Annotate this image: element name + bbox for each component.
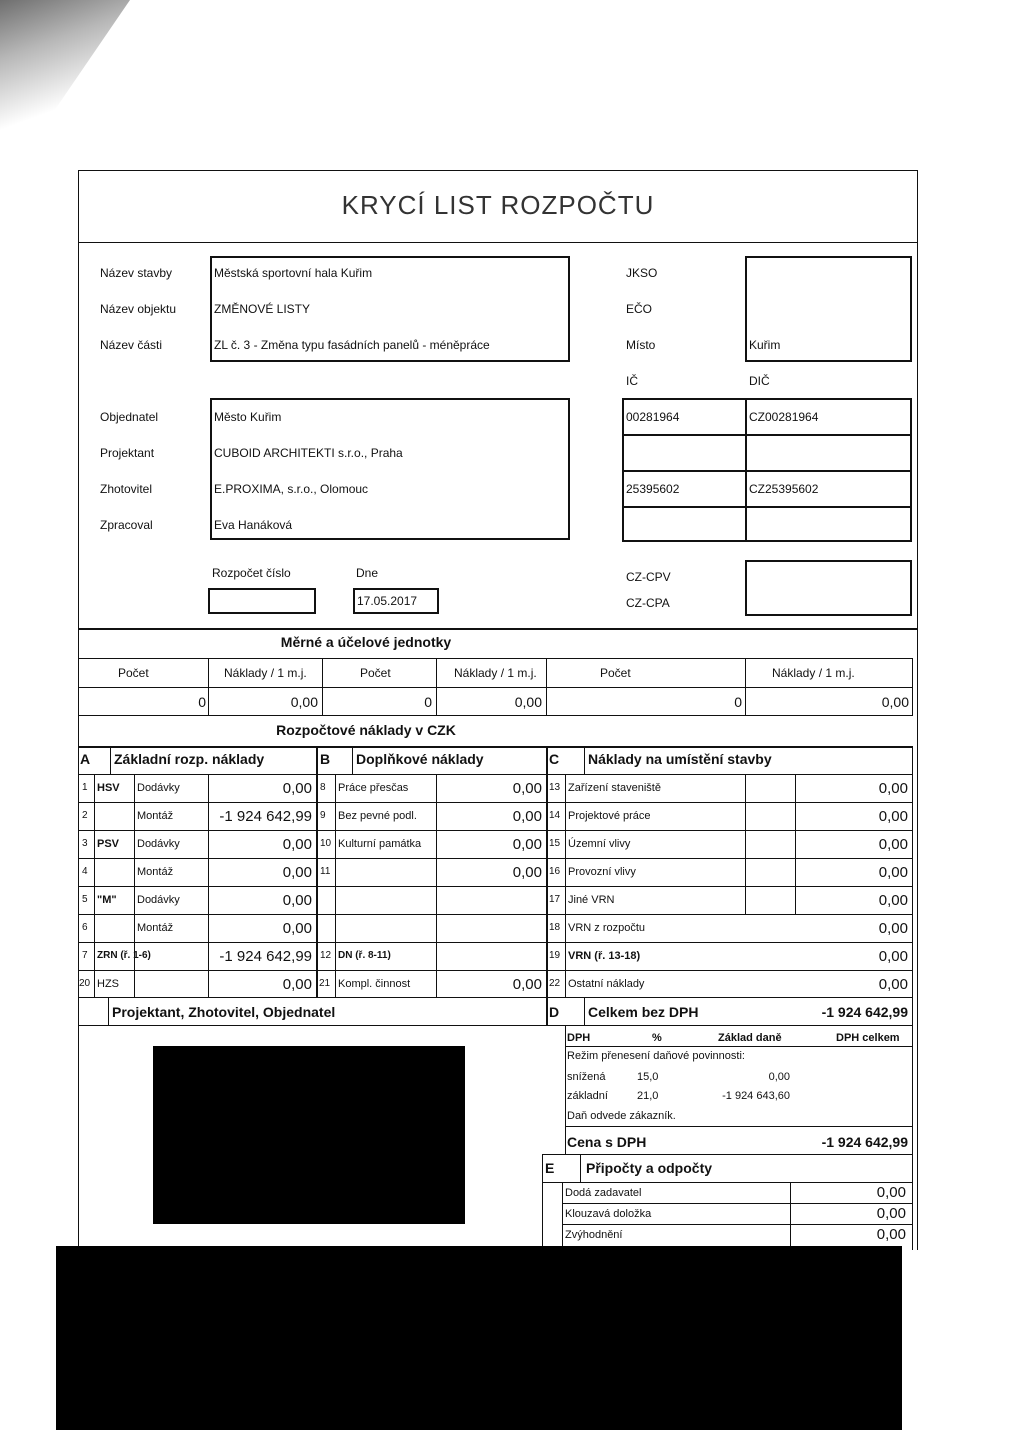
c-row-value: 0,00 [878,836,908,853]
costs-header-line [78,774,913,775]
e-row-label: Klouzavá doložka [565,1208,652,1220]
label-jkso: JKSO [626,266,658,280]
b-row-value: 0,00 [512,836,542,853]
sign-section-title: Projektant, Zhotovitel, Objednatel [112,1004,336,1020]
dph-header-line [565,1046,913,1047]
units-v1: 0 [198,694,206,710]
dph-odvede: Daň odvede zákazník. [567,1110,676,1122]
units-title: Měrné a účelové jednotky [280,634,452,650]
b-kompl-label: Kompl. činnost [338,978,411,990]
b-kompl-number: 21 [319,978,331,989]
dph-h-pct: % [652,1032,662,1044]
section-a-title: Základní rozp. náklady [114,751,265,767]
name-zhotovitel: E.PROXIMA, s.r.o., Olomouc [214,482,369,496]
c-row-number: 15 [549,838,561,849]
cost-row-line [78,942,913,943]
label-dne: Dne [356,566,379,580]
b-row-number: 11 [320,866,331,877]
units-v6: 0,00 [881,694,909,710]
a-row-type: Dodávky [137,838,180,850]
a-row-type: Montáž [137,866,174,878]
b-row-value: 0,00 [512,780,542,797]
b-row-label: Bez pevné podl. [338,810,417,822]
cost-row-line [78,802,913,803]
units-v2: 0,00 [290,694,318,710]
a-row-category: "M" [97,894,117,906]
c-row-value: 0,00 [878,976,908,993]
title-divider [78,242,918,243]
label-projektant: Projektant [100,446,155,460]
b-row-value: 0,00 [512,864,542,881]
a-row-value: 0,00 [282,836,312,853]
label-nazev-stavby: Název stavby [100,266,173,280]
units-hline [78,687,913,688]
units-h-pocet-2: Počet [360,666,391,680]
e-row-value: 0,00 [876,1205,906,1222]
a-zrn-value: -1 924 642,99 [219,948,312,965]
costs-title: Rozpočtové náklady v CZK [276,722,456,738]
label-rozpocet-cislo: Rozpočet číslo [212,566,291,580]
b-kompl-value: 0,00 [512,976,542,993]
dph-h-dph: DPH [567,1032,591,1044]
a-row-value: 0,00 [282,780,312,797]
a-row-category: PSV [97,838,120,850]
a-b-vline [316,746,318,998]
name-zpracoval: Eva Hanáková [214,518,293,532]
c-row-number: 14 [549,810,561,821]
e-row-label: Zvýhodnění [565,1229,623,1241]
b-row-number: 9 [320,810,326,821]
units-v5: 0 [734,694,742,710]
dph-h-zaklad: Základ daně [718,1032,782,1044]
a-row-value: 0,00 [282,920,312,937]
units-vline-4 [546,658,547,716]
e-row-line [562,1224,913,1225]
units-h-naklady-3: Náklady / 1 m.j. [772,666,855,680]
page-title: KRYCÍ LIST ROZPOČTU [341,190,655,220]
c-row-label: Zařízení staveniště [568,782,661,794]
a-row-value: -1 924 642,99 [219,808,312,825]
cost-row-line [78,886,913,887]
label-objednatel: Objednatel [100,410,159,424]
c-row-label: VRN z rozpočtu [568,922,646,934]
label-ic: IČ [626,374,638,388]
dph-snizena-zaklad: 0,00 [768,1071,790,1083]
c-row-label: Projektové práce [568,810,651,822]
celkem-bez-dph-value: -1 924 642,99 [821,1004,908,1020]
c-row-value: 0,00 [878,808,908,825]
units-vline-1 [208,658,209,716]
cost-row-line [78,970,913,971]
a-row-number: 1 [82,782,88,793]
dph-h-celkem: DPH celkem [836,1032,900,1044]
value-nazev-casti: ZL č. 3 - Změna typu fasádních panelů - méněpráce [214,338,490,352]
cost-row-line [78,830,913,831]
a-row-type: Dodávky [137,782,180,794]
c-row-number: 13 [549,782,561,793]
c-mid-vline [745,774,746,914]
b-row-label: Práce přesčas [338,782,409,794]
b-c-vline [546,746,548,998]
label-nazev-objektu: Název objektu [100,302,177,316]
units-h-naklady-1: Náklady / 1 m.j. [224,666,307,680]
c-header-divider [584,746,585,774]
cena-s-dph-label: Cena s DPH [567,1134,647,1150]
a-row-number: 5 [82,894,88,905]
c-row-label: Ostatní náklady [568,978,645,990]
a-hzs-number: 20 [79,978,91,989]
section-d-letter: D [549,1004,560,1020]
dph-odvede-line [565,1126,913,1127]
a-hzs-label: HZS [97,978,119,990]
units-h-naklady-2: Náklady / 1 m.j. [454,666,537,680]
ic-dic-hline-3 [622,506,912,508]
c-row-value: 0,00 [878,780,908,797]
a-hzs-value: 0,00 [282,976,312,993]
label-eco: EČO [626,302,653,316]
c-row-value: 0,00 [878,948,908,965]
ic-zhotovitel: 25395602 [626,482,680,496]
units-vline-2 [322,658,323,716]
c-row-value: 0,00 [878,920,908,937]
b-row-label: Kulturní památka [338,838,422,850]
d-title-divider [584,998,585,1026]
a-row-value: 0,00 [282,864,312,881]
dic-zhotovitel: CZ25395602 [749,482,819,496]
section-d-title: Celkem bez DPH [588,1004,699,1020]
units-v3: 0 [424,694,432,710]
section-e-title: Připočty a odpočty [586,1160,713,1176]
c-row-value: 0,00 [878,892,908,909]
ic-objednatel: 00281964 [626,410,680,424]
label-cz-cpv: CZ-CPV [626,570,671,584]
a-row-number: 2 [82,810,88,821]
section-a-letter: A [80,751,91,767]
c-row-number: 22 [549,978,561,989]
b-row-value: 0,00 [512,808,542,825]
a-header-divider [110,746,111,774]
a-row-value: 0,00 [282,892,312,909]
label-nazev-casti: Název části [100,338,163,352]
a-row-type: Montáž [137,810,174,822]
ic-dic-hline-2 [622,470,912,472]
e-row-line [562,1203,913,1204]
dph-zakladni: základní [567,1090,608,1102]
c-row-number: 19 [549,950,561,961]
e-row-label: Dodá zadavatel [565,1187,642,1199]
a-row-number: 4 [82,866,88,877]
e-header-line [542,1182,913,1183]
sign-title-divider [108,998,109,1026]
dic-objednatel: CZ00281964 [749,410,819,424]
rozpocet-cislo-box [208,588,316,614]
a-row-number: 3 [82,838,88,849]
c-val-vline [795,774,796,914]
section-c-letter: C [549,751,560,767]
c-row-number: 16 [549,866,561,877]
b-row-number: 8 [320,782,326,793]
units-top-border [78,628,918,630]
c-row-value: 0,00 [878,864,908,881]
e-label-vline [562,1182,563,1250]
value-dne: 17.05.2017 [357,594,418,608]
label-cz-cpa: CZ-CPA [626,596,670,610]
label-zpracoval: Zpracoval [100,518,153,532]
b-header-divider [352,746,353,774]
bottom-redaction [56,1246,902,1430]
label-misto: Místo [626,338,656,352]
c-row-label: Jiné VRN [568,894,615,906]
section-e-letter: E [545,1160,555,1176]
ic-dic-hline-1 [622,434,912,436]
units-h-pocet-3: Počet [600,666,631,680]
e-val-vline [790,1182,791,1250]
dph-zakladni-zaklad: -1 924 643,60 [722,1090,790,1102]
c-row-label: VRN (ř. 13-18) [568,950,641,962]
value-nazev-objektu: ZMĚNOVÉ LISTY [214,302,311,316]
units-v4: 0,00 [514,694,542,710]
name-projektant: CUBOID ARCHITEKTI s.r.o., Praha [214,446,403,460]
b-row-number: 10 [320,838,332,849]
b-dn-number: 12 [320,950,332,961]
e-row-value: 0,00 [876,1184,906,1201]
dph-snizena: snížená [567,1071,606,1083]
units-h-pocet-1: Počet [118,666,149,680]
c-row-label: Provozní vlivy [568,866,636,878]
a-zrn-label: ZRN (ř. 1-6) [97,950,151,961]
signature-redaction [153,1046,465,1224]
a-zrn-number: 7 [82,950,88,961]
a-row-number: 6 [82,922,88,933]
e-row-value: 0,00 [876,1226,906,1243]
dph-snizena-pct: 15,0 [637,1071,659,1083]
c-row-number: 18 [549,922,561,933]
c-row-number: 17 [549,894,561,905]
value-nazev-stavby: Městská sportovní hala Kuřim [214,266,373,280]
cost-row-line [78,914,913,915]
dph-zakladni-pct: 21,0 [637,1090,659,1102]
a-row-category: HSV [97,782,120,794]
b-dn-label: DN (ř. 8-11) [338,950,391,961]
e-title-divider [580,1154,581,1182]
section-b-letter: B [320,751,331,767]
label-dic: DIČ [749,374,770,388]
name-objednatel: Město Kuřim [214,410,282,424]
units-vline-3 [436,658,437,716]
units-vline-5 [745,658,746,716]
cena-s-dph-value: -1 924 642,99 [821,1134,908,1150]
a-row-type: Montáž [137,922,174,934]
scan-corner-shadow [0,0,130,190]
label-zhotovitel: Zhotovitel [100,482,153,496]
cost-row-line [78,858,913,859]
a-row-type: Dodávky [137,894,180,906]
section-b-title: Doplňkové náklady [356,751,484,767]
c-row-label: Územní vlivy [568,838,631,850]
section-c-title: Náklady na umístění stavby [588,751,772,767]
dph-rezim: Režim přenesení daňové povinnosti: [567,1050,745,1062]
value-misto: Kuřim [749,338,781,352]
cpv-box [745,560,912,616]
